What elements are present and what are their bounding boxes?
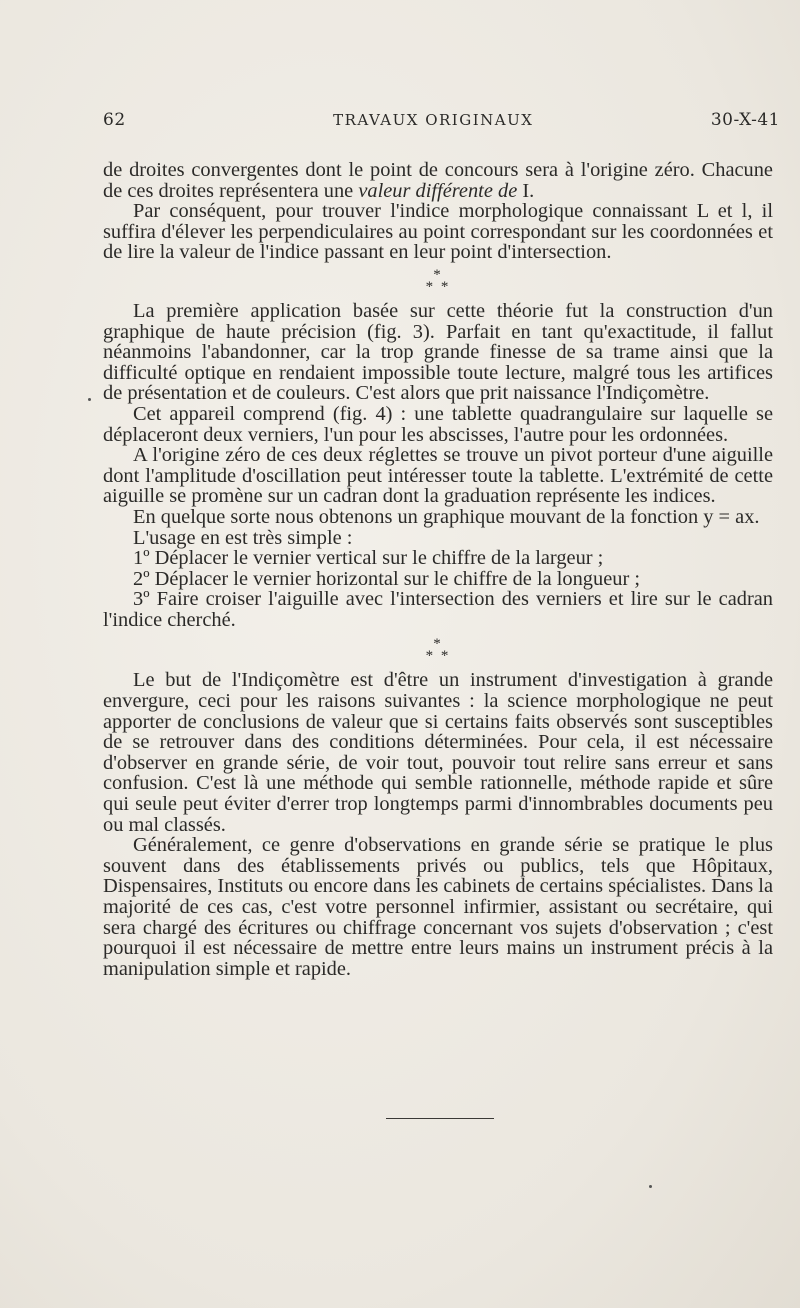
running-title: TRAVAUX ORIGINAUX (333, 111, 534, 129)
closing-rule (386, 1118, 494, 1119)
paragraph-11: Le but de l'Indiçomètre est d'être un instrument d'investigation à grande envergure, ceci pour les raisons suivantes : la science morphologique ne peut apporter de conclusions de valeur que si certains faits observés sont susceptibles de se retrouver dans des conditions déterminées. Pour cela, il est nécessaire d'observer en grande série, de voir tout, pouvoir tout relire sans erreur et sans confusion. C'est là une méthode qui semble rationnelle, méthode rapide et sûre qui seule peut éviter d'errer trop longtemps parmi d'innombrables documents peu ou mal classés. (103, 669, 773, 836)
asterism-2-top: * (433, 636, 443, 653)
asterism-1 (103, 266, 773, 295)
paragraph-7: L'usage en est très simple : (133, 526, 353, 549)
print-speck (649, 1185, 652, 1188)
paragraph-5: A l'origine zéro de ces deux réglettes se trouve un pivot porteur d'une aiguille dont l'amplitude d'oscillation peut intéresser toute la tablette. L'extrémité de cette aiguille se promène sur un cadran dont la graduation représente les indices. (103, 444, 773, 508)
issue-date: 30-X-41 (710, 110, 780, 130)
paragraph-6: En quelque sorte nous obtenons un graphique mouvant de la fonction y = ax. (133, 505, 760, 528)
article-body (103, 160, 773, 979)
print-speck (88, 398, 91, 401)
paragraph-1-italic: valeur différente de (358, 179, 518, 202)
paragraph-1-text: de droites convergentes dont le point de concours sera à l'origine zéro. Chacune de ces droites représentera une (103, 159, 773, 202)
list-item-3: 3º Faire croiser l'aiguille avec l'intersection des verniers et lire sur le cadran l'indice cherché. (103, 588, 773, 631)
asterism-1-bottom: * * (425, 278, 451, 295)
paragraph-1-end: I. (517, 179, 535, 202)
paragraph-3: La première application basée sur cette théorie fut la construction d'un graphique de haute précision (fig. 3). Parfait en tant qu'exactitude, il fallut néanmoins l'abandonner, car la trop grande finesse de sa trame ainsi que la difficulté optique en rendaient impossible toute lecture, malgré tous les artifices de présentation et de couleurs. C'est alors que prit naissance l'Indiçomètre. (103, 299, 773, 405)
paragraph-1 (103, 160, 773, 201)
asterism-2 (103, 636, 773, 665)
paragraph-2: Par conséquent, pour trouver l'indice morphologique connaissant L et l, il suffira d'élever les perpendiculaires au point correspondant sur les coordonnées et de lire la valeur de l'indice passant en leur point d'intersection. (103, 200, 773, 264)
list-item-1: 1º Déplacer le vernier vertical sur le chiffre de la largeur ; (133, 547, 604, 570)
paragraph-4: Cet appareil comprend (fig. 4) : une tablette quadrangulaire sur laquelle se déplaceront deux verniers, l'un pour les abscisses, l'autre pour les ordonnées. (103, 402, 773, 446)
asterism-1-top: * (433, 266, 443, 283)
list-item-2: 2º Déplacer le vernier horizontal sur le chiffre de la longueur ; (133, 567, 640, 590)
asterism-2-bottom: * * (425, 648, 451, 665)
running-header (103, 110, 780, 130)
page-number: 62 (103, 110, 126, 130)
paragraph-12: Généralement, ce genre d'observations en grande série se pratique le plus souvent dans des établissements privés ou publics, tels que Hôpitaux, Dispensaires, Instituts ou encore dans les cabinets de certains spécialistes. Dans la majorité de ces cas, c'est votre personnel infirmier, assistant ou secrétaire, qui sera chargé des écritures ou chiffrage concernant vos sujets d'observation ; c'est pourquoi il est nécessaire de mettre entre leurs mains un instrument précis à la manipulation simple et rapide. (103, 834, 773, 980)
